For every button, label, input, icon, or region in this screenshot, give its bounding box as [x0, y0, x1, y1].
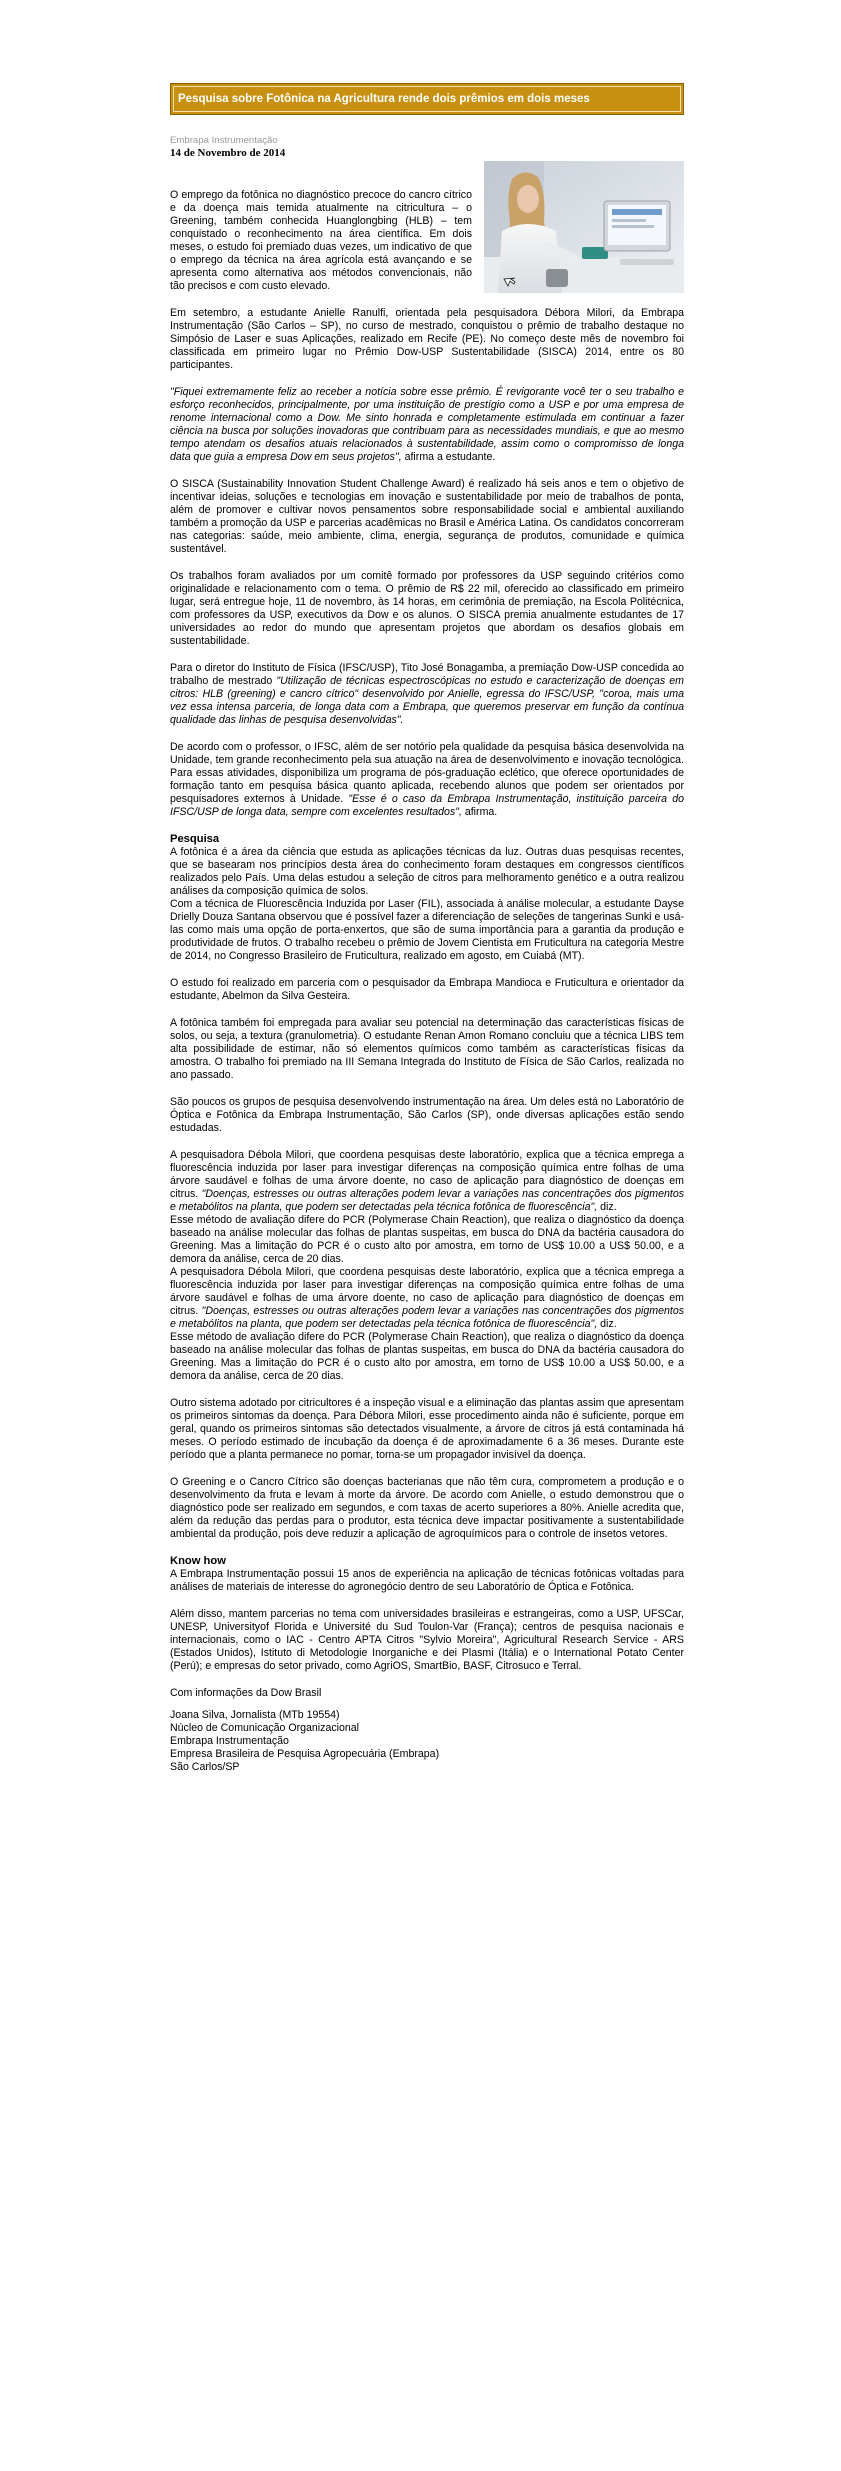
paragraph-text: A pesquisadora Débola Milori, que coordena pesquisas deste laboratório, explica que a técnica emprega a fluorescência induzida por laser para investigar diferenças na composição química entre folhas de uma árvore saudável e folhas de uma árvore doente, no caso de aplicação para diagnóstico de doenças em citrus. — [170, 1149, 684, 1200]
article-title: Pesquisa sobre Fotônica na Agricultura rende dois prêmios em dois meses — [173, 86, 681, 112]
quote-text: "Esse é o caso da Embrapa Instrumentação, instituição parceira do IFSC/USP de longa data, sempre com excelentes resultados", — [170, 793, 685, 818]
quote-paragraph — [170, 386, 684, 464]
contact-info-line: Com informações da Dow Brasil — [170, 1687, 322, 1699]
paragraph: O Greening e o Cancro Cítrico são doenças bacterianas que não têm cura, comprometem a produção e o desenvolvimento da fruta e levam à morte da árvore. De acordo com Anielle, o estudo demonstrou que o diagnóstico pode ser realizado em segundos, e com taxas de acerto superiores a 80%. Anielle acredita que, além da redução das perdas para o produtor, esta técnica deve impactar positivamente a sustentabilidade ambiental da produção, pois deve reduzir a aplicação de agroquímicos para o controle de insetos vetores. — [170, 1476, 684, 1540]
quote-attribution: afirma a estudante. — [401, 451, 496, 463]
contact-company: Empresa Brasileira de Pesquisa Agropecuária (Embrapa) — [170, 1748, 440, 1760]
contact-unit: Embrapa Instrumentação — [170, 1735, 289, 1747]
quote-text: "Doenças, estresses ou outras alterações podem levar a variações nas concentrações dos pigmentos e metabólitos na planta, que podem ser detectadas pela técnica fotônica de fluorescência", — [170, 1305, 685, 1330]
article-source: Embrapa Instrumentação — [170, 135, 278, 146]
researcher-photo-image — [484, 161, 684, 293]
paragraph-text: diz. — [597, 1318, 617, 1330]
quote-text: "Fiquei extremamente feliz ao receber a notícia sobre esse prêmio. É revigorante você ter o seu trabalho e esforço reconhecidos, principalmente, por uma instituição de prestígio como a USP e por uma empresa de renome internacional como a Dow. Me sinto honrada e completamente estimulada em continuar a fazer ciência na busca por soluções inovadoras que contribuam para as necessidades mundiais, e que ao mesmo tempo atendam os desafios atuais relacionados à sustentabilidade, assim como o compromisso de longa data que guia a empresa Dow em seus projetos", — [170, 386, 684, 463]
paragraph: O emprego da fotônica no diagnóstico precoce do cancro cítrico e da doença mais temida atualmente na citricultura – o Greening, também conhecida Huanglongbing (HLB) – tem conquistado o reconhecimento na área científica. Em dois meses, o estudo foi premiado duas vezes, um indicativo de que o emprego da técnica na área agrícola está avançando e se apresenta como alternativa aos métodos convencionais, não tão precisos e com custo elevado. — [170, 189, 472, 292]
paragraph-text: diz. — [597, 1201, 617, 1213]
paragraph — [170, 1149, 684, 1214]
contact-block — [170, 1687, 684, 1774]
paragraph: Com a técnica de Fluorescência Induzida por Laser (FIL), associada à análise molecular, a estudante Dayse Drielly Douza Santana observou que é possível fazer a diferenciação de seleções de tangerinas Sunki e usá-las como mais uma opção de porta-enxertos, que são de suma importância para a garantia da produção e produtividade de frutos. O trabalho recebeu o prêmio de Jovem Cientista em Fruticultura na categoria Mestre de 2014, no Congresso Brasileiro de Fruticultura, realizado em agosto, em Cuiabá (MT). — [170, 898, 684, 962]
article — [170, 0, 684, 1774]
researcher-photo — [484, 161, 684, 293]
article-date: 14 de Novembro de 2014 — [170, 147, 286, 159]
paragraph: Além disso, mantem parcerias no tema com universidades brasileiras e estrangeiras, como a USP, UFSCar, UNESP, Universityof Florida e Université du Sud Toulon-Var (França); centros de pesquisa nacionais e internacionais, como o IAC - Centro APTA Citros "Sylvio Moreira", Agricultural Research Service - ARS (Estados Unidos), Istituto di Metodologie Inorganiche e dei Plasmi (Itália) e o International Potato Center (Perú); e empresas do setor privado, como AgriOS, SmartBio, BASF, Citrosuco e Terral. — [170, 1608, 684, 1672]
paragraph: São poucos os grupos de pesquisa desenvolvendo instrumentação na área. Um deles está no Laboratório de Óptica e Fotônica da Embrapa Instrumentação, São Carlos (SP), onde diversas aplicações estão sendo estudadas. — [170, 1096, 684, 1134]
paragraph-text: De acordo com o professor, o IFSC, além de ser notório pela qualidade da pesquisa básica desenvolvida na Unidade, tem grande reconhecimento pela sua atuação na área de desenvolvimento e inovação tecnológica. Para essas atividades, disponibiliza um programa de pós-graduação eclético, que oferece oportunidades de formação tanto em pesquisa básica quanto aplicada, recebendo alunos que podem ser orientados por pesquisadores externos à Unidade. — [170, 741, 684, 805]
paragraph: Outro sistema adotado por citricultores é a inspeção visual e a eliminação das plantas assim que apresentam os primeiros sintomas da doença. Para Débora Milori, esse procedimento ainda não é suficiente, porque em geral, quando os primeiros sintomas são detectados visualmente, a árvore de citros já está contaminada há meses. O período estimado de incubação da doença é de aproximadamente 6 a 36 meses. Durante este período que a planta permanece no pomar, torna-se um propagador invisível da doença. — [170, 1397, 684, 1461]
paragraph: A fotônica também foi empregada para avaliar seu potencial na determinação das características físicas de solos, ou seja, a textura (granulometria). O estudante Renan Amon Romano concluiu que a técnica LIBS tem alta possibilidade de estimar, não só elementos químicos como também as características físicas da amostra. O trabalho foi premiado na III Semana Integrada do Instituto de Física de São Carlos, realizada no ano passado. — [170, 1017, 684, 1081]
paragraph — [170, 1266, 684, 1331]
paragraph-text: A pesquisadora Débola Milori, que coordena pesquisas deste laboratório, explica que a técnica emprega a fluorescência induzida por laser para investigar diferenças na composição química entre folhas de uma árvore saudável e folhas de uma árvore doente, no caso de aplicação para diagnóstico de doenças em citrus. — [170, 1266, 684, 1317]
section-heading-pesquisa: Pesquisa — [170, 833, 220, 845]
paragraph: A Embrapa Instrumentação possui 15 anos de experiência na aplicação de técnicas fotônicas voltadas para análises de materiais de interesse do agronegócio dentro de seu Laboratório de Óptica e Fotônica. — [170, 1568, 684, 1593]
paragraph — [170, 662, 684, 727]
section-heading-know-how: Know how — [170, 1555, 226, 1567]
paragraph: Em setembro, a estudante Anielle Ranulfi, orientada pela pesquisadora Débora Milori, da Embrapa Instrumentação (São Carlos – SP), no curso de mestrado, conquistou o prêmio de trabalho destaque no Simpósio de Laser e suas Aplicações, realizado em Recife (PE). No começo deste mês de novembro foi classificada em primeiro lugar no Prêmio Dow-USP Sustentabilidade (SISCA) 2014, entre os 80 participantes. — [170, 307, 684, 371]
paragraph — [170, 741, 684, 819]
paragraph: Esse método de avaliação difere do PCR (Polymerase Chain Reaction), que realiza o diagnóstico da doença baseado na análise molecular das folhas de plantas suspeitas, em busca do DNA da bactéria causadora do Greening. Mas a limitação do PCR é o custo alto por amostra, em torno de US$ 10.00 a US$ 50.00, e a demora da análise, cerca de 20 dias. — [170, 1331, 684, 1382]
quote-text: "Utilização de técnicas espectroscópicas no estudo e caracterização de doenças em citros: HLB (greening) e cancro cítrico" desenvolvido por Anielle, egressa do IFSC/USP, "coroa, mais uma vez essa intensa parceria, de longa data com a Embrapa, que queremos preservar em função da contínua qualidade das linhas de pesquisa desenvolvidas". — [170, 675, 684, 726]
contact-department: Núcleo de Comunicação Organizacional — [170, 1722, 360, 1734]
paragraph: O estudo foi realizado em parceria com o pesquisador da Embrapa Mandioca e Fruticultura e orientador da estudante, Abelmon da Silva Gesteira. — [170, 977, 684, 1002]
paragraph-text: afirma. — [461, 806, 498, 818]
title-bar — [170, 83, 684, 115]
contact-city: São Carlos/SP — [170, 1761, 240, 1773]
paragraph: A fotônica é a área da ciência que estuda as aplicações técnicas da luz. Outras duas pesquisas recentes, que se basearam nos princípios desta área do conhecimento foram destaques em congressos científicos realizados pelo País. Uma delas estudou a seleção de citros para melhoramento genético e a outra realizou análises da composição química de solos. — [170, 846, 684, 897]
paragraph-text: Para o diretor do Instituto de Física (IFSC/USP), Tito José Bonagamba, a premiação Dow-USP concedida ao trabalho de mestrado — [170, 662, 684, 687]
contact-journalist: Joana Silva, Jornalista (MTb 19554) — [170, 1709, 340, 1721]
paragraph: O SISCA (Sustainability Innovation Student Challenge Award) é realizado há seis anos e tem o objetivo de incentivar ideias, soluções e tecnologias em inovação e sustentabilidade por meio de trabalhos de ponta, além de promover e cultivar novos pensamentos sobre responsabilidade social e ambiental auxiliando também a promoção da USP e parcerias acadêmicas no Brasil e América Latina. Os candidatos concorreram nas categorias: saúde, meio ambiente, clima, energia, segurança de produtos, comunidade e química sustentável. — [170, 478, 684, 555]
quote-text: "Doenças, estresses ou outras alterações podem levar a variações nas concentrações dos pigmentos e metabólitos na planta, que podem ser detectadas pela técnica fotônica de fluorescência", — [170, 1188, 685, 1213]
paragraph: Esse método de avaliação difere do PCR (Polymerase Chain Reaction), que realiza o diagnóstico da doença baseado na análise molecular das folhas de plantas suspeitas, em busca do DNA da bactéria causadora do Greening. Mas a limitação do PCR é o custo alto por amostra, em torno de US$ 10.00 a US$ 50.00, e a demora da análise, cerca de 20 dias. — [170, 1214, 684, 1265]
paragraph: Os trabalhos foram avaliados por um comitê formado por professores da USP seguindo critérios como originalidade e relacionamento com o tema. O prêmio de R$ 22 mil, oferecido ao classificado em primeiro lugar, será entregue hoje, 11 de novembro, às 14 horas, em cerimônia de premiação, na Escola Politécnica, com professores da USP, executivos da Dow e os alunos. O SISCA premia anualmente estudantes de 17 universidades ao redor do mundo que apresentam projetos que abordam os desafios globais em sustentabilidade. — [170, 570, 684, 647]
